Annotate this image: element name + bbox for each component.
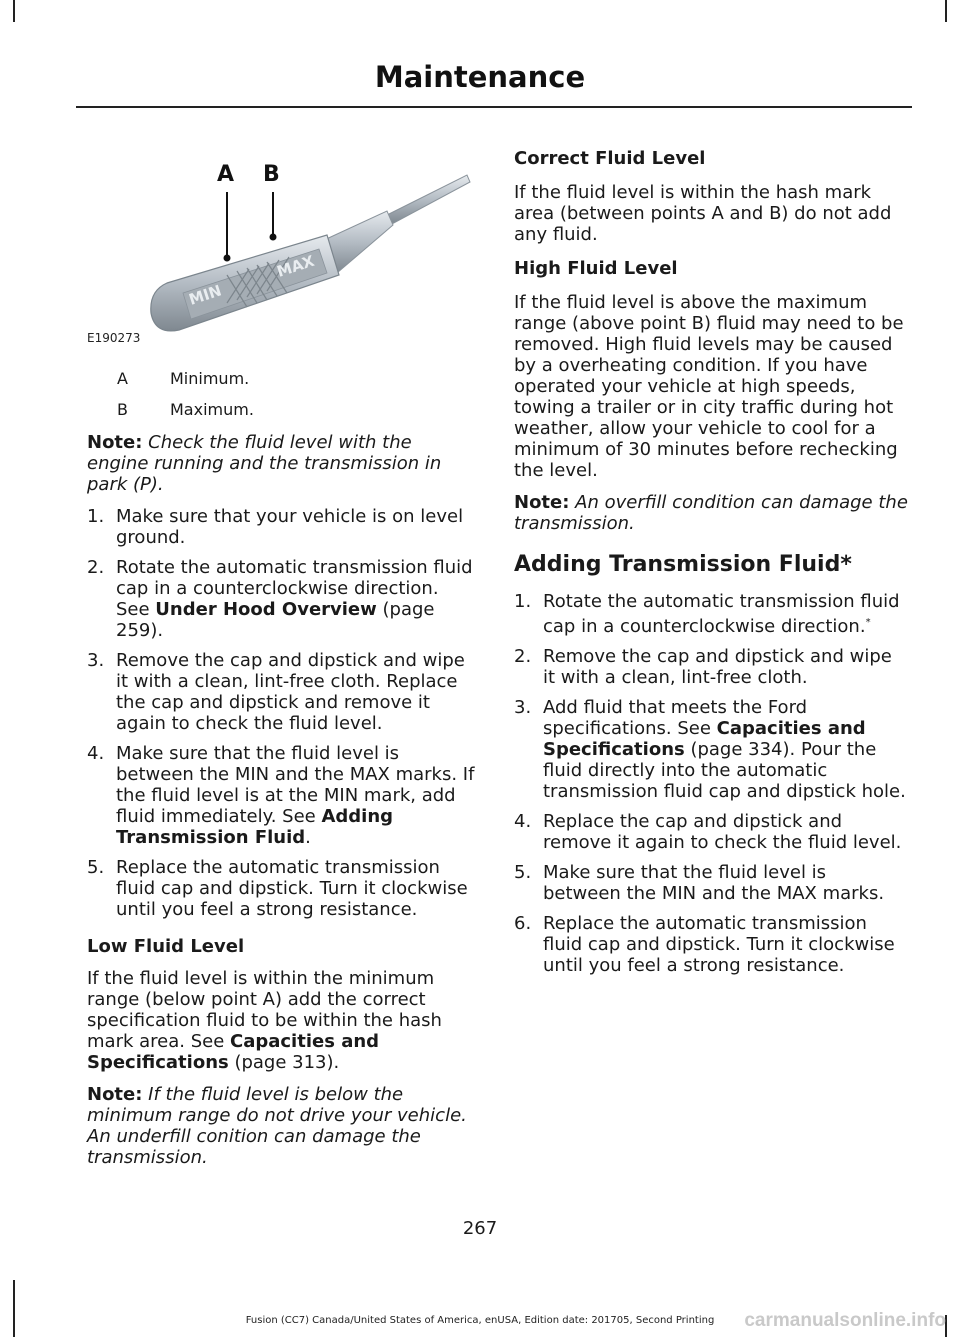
callout-label-b: B: [263, 162, 280, 187]
footnote-marker: *: [865, 617, 871, 628]
paragraph-text: If the fluid level is within the minimum range (below point A) add the correct specification fluid to be within the hash mark area. See: [87, 968, 442, 1052]
adding-steps-list: [514, 591, 909, 976]
low-fluid-paragraph: [87, 968, 477, 1073]
step-number: 4.: [514, 811, 532, 832]
watermark-logo: carmanualsonline.info: [744, 1310, 946, 1331]
cross-reference-link[interactable]: Capacities and Specifications: [543, 718, 866, 760]
callout-dot-b: [270, 234, 277, 241]
step-text: Rotate the automatic transmission fluid cap in a counterclockwise direction. See: [116, 557, 473, 620]
edition-footer: Fusion (CC7) Canada/United States of America, enUSA, Edition date: 201705, Second Printing: [245, 1315, 715, 1326]
list-item: [514, 646, 909, 688]
dipstick-figure: [87, 145, 477, 345]
step-text: Replace the cap and dipstick and remove it again to check the fluid level.: [543, 811, 902, 853]
step-text: Remove the cap and dipstick and wipe it with a clean, lint-free cloth. Replace the cap and dipstick and remove it again to check the fluid level.: [116, 650, 465, 734]
note-underfill: [87, 1084, 477, 1168]
legend-key: B: [117, 400, 128, 419]
list-item: [87, 506, 477, 548]
page-reference: .: [305, 827, 311, 848]
step-text: Make sure that the fluid level is between the MIN and the MAX marks.: [543, 862, 885, 904]
step-number: 2.: [514, 646, 532, 667]
step-number: 3.: [514, 697, 532, 718]
callout-label-a: A: [217, 162, 235, 187]
list-item: [87, 857, 477, 920]
note-overfill: [514, 492, 909, 534]
step-number: 3.: [87, 650, 105, 671]
step-number: 1.: [514, 591, 532, 612]
page-title: Maintenance: [374, 60, 586, 94]
header-divider: [76, 106, 912, 108]
cross-reference-link[interactable]: Capacities and Specifications: [87, 1031, 380, 1073]
step-text: Make sure that the fluid level is between the MIN and the MAX marks. If the fluid level is at the MIN mark, add fluid immediately. See: [116, 743, 475, 827]
crop-mark-top-left: [13, 0, 15, 22]
crop-mark-bottom-left: [13, 1280, 15, 1337]
dipstick-min-text: MIN: [186, 281, 224, 309]
cross-reference-link[interactable]: Under Hood Overview: [155, 599, 377, 620]
high-fluid-paragraph: If the fluid level is above the maximum range (above point B) fluid may need to be removed. High fluid levels may be caused by a overheating condition. If you have operated your vehicle at high speeds, towing a trailer or in city traffic during hot weather, allow your vehicle to cool for a minimum of 30 minutes before rechecking the level.: [514, 292, 904, 481]
legend-key: A: [117, 369, 128, 388]
note-label: Note:: [514, 492, 570, 513]
step-text: Remove the cap and dipstick and wipe it with a clean, lint-free cloth.: [543, 646, 892, 688]
step-number: 5.: [87, 857, 105, 878]
left-column: [87, 432, 477, 1168]
legend-value: Minimum.: [170, 369, 250, 388]
figure-id: E190273: [87, 331, 141, 345]
list-item: [87, 557, 477, 641]
dipstick-max-text: MAX: [274, 251, 317, 281]
section-heading-correct-fluid: Correct Fluid Level: [514, 148, 706, 169]
step-number: 5.: [514, 862, 532, 883]
list-item: [514, 591, 909, 637]
dipstick-illustration: [87, 145, 477, 345]
section-heading-high-fluid: High Fluid Level: [514, 258, 678, 279]
step-number: 4.: [87, 743, 105, 764]
step-number: 1.: [87, 506, 105, 527]
list-item: [514, 862, 909, 904]
step-number: 2.: [87, 557, 105, 578]
step-text: Replace the automatic transmission fluid cap and dipstick. Turn it clockwise until you feel a strong resistance.: [116, 857, 468, 920]
step-text: Add fluid that meets the Ford specifications. See: [543, 697, 808, 739]
note-label: Note:: [87, 432, 143, 453]
step-text: Replace the automatic transmission fluid cap and dipstick. Turn it clockwise until you feel a strong resistance.: [543, 913, 895, 976]
section-heading-low-fluid: Low Fluid Level: [87, 936, 245, 957]
callout-dot-a: [224, 255, 231, 262]
list-item: [514, 811, 909, 853]
note-check-level: [87, 432, 477, 495]
crop-mark-top-right: [945, 0, 947, 22]
page-number: 267: [462, 1218, 498, 1239]
cross-reference-link[interactable]: Adding Transmission Fluid: [116, 806, 394, 848]
step-number: 6.: [514, 913, 532, 934]
list-item: [514, 697, 909, 802]
step-text: Rotate the automatic transmission fluid cap in a counterclockwise direction.: [543, 591, 900, 637]
note-text: An overfill condition can damage the transmission.: [514, 492, 908, 534]
check-steps-list: [87, 506, 477, 920]
note-text: Check the fluid level with the engine running and the transmission in park (P).: [87, 432, 442, 495]
page-reference: (page 259).: [116, 599, 435, 641]
list-item: [87, 650, 477, 734]
legend-value: Maximum.: [170, 400, 254, 419]
right-column: [514, 148, 909, 985]
list-item: [514, 913, 909, 976]
page-reference: (page 313).: [228, 1052, 340, 1073]
page-reference: (page 334). Pour the fluid directly into the automatic transmission fluid cap and dipstick hole.: [543, 739, 906, 802]
note-text: If the fluid level is below the minimum range do not drive your vehicle. An underfill conition can damage the transmission.: [87, 1084, 467, 1168]
note-label: Note:: [87, 1084, 143, 1105]
step-text: Make sure that your vehicle is on level ground.: [116, 506, 464, 548]
correct-fluid-paragraph: If the fluid level is within the hash mark area (between points A and B) do not add any fluid.: [514, 182, 892, 245]
section-heading-adding-fluid: Adding Transmission Fluid*: [514, 552, 852, 577]
list-item: [87, 743, 477, 848]
